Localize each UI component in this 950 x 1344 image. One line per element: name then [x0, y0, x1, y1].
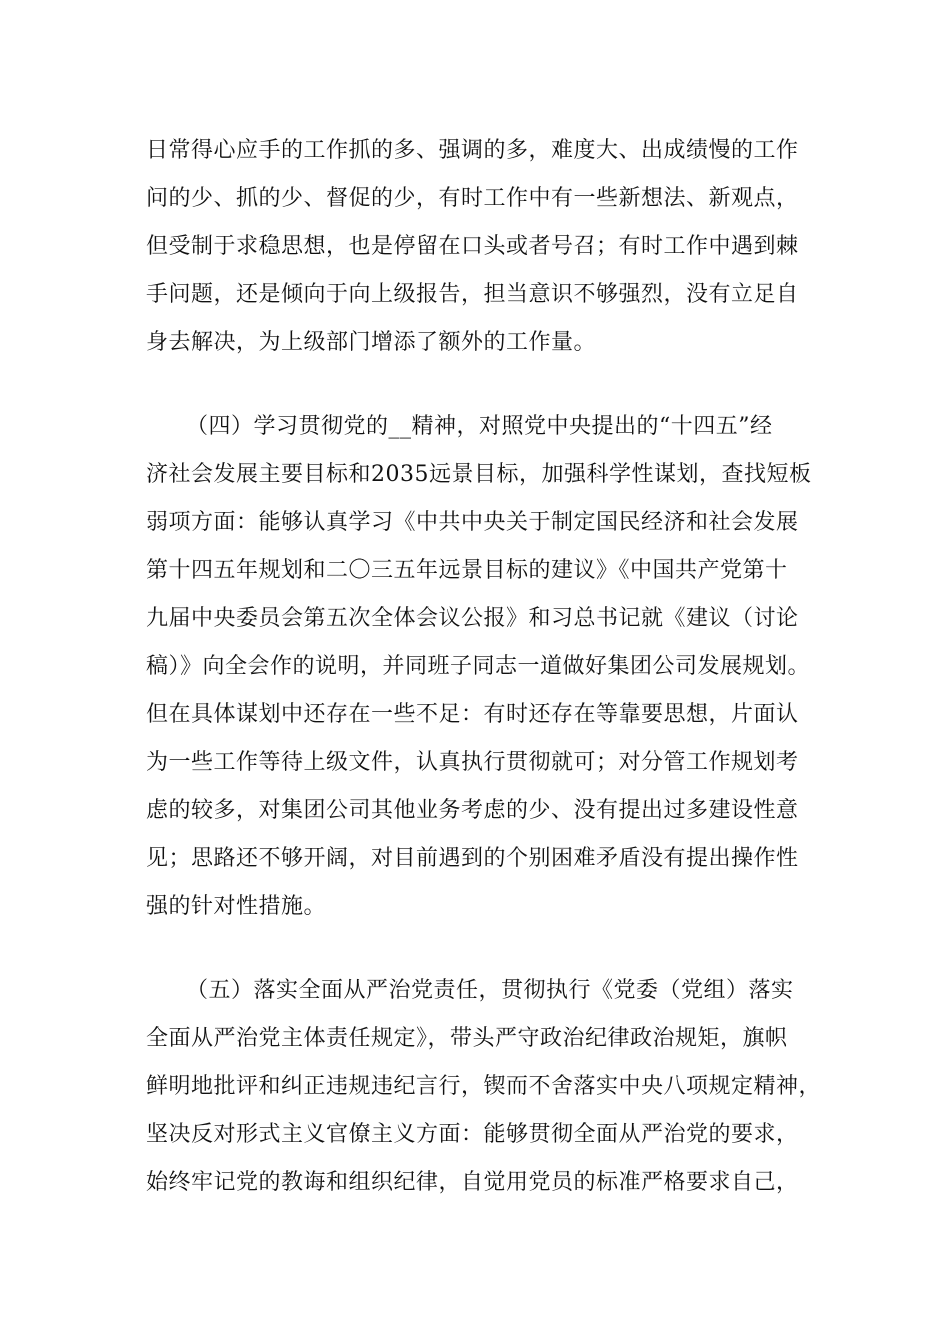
text-line: 鲜明地批评和纠正违规违纪言行，锲而不舍落实中央八项规定精神，	[146, 1074, 822, 1099]
text-line: 日常得心应手的工作抓的多、强调的多，难度大、出成绩慢的工作	[146, 138, 799, 163]
text-line: 第十四五年规划和二〇三五年远景目标的建议》《中国共产党第十	[146, 558, 788, 583]
text-line: 身去解决，为上级部门增添了额外的工作量。	[146, 330, 597, 355]
text-line: 九届中央委员会第五次全体会议公报》和习总书记就《建议（讨论	[146, 606, 799, 631]
text-line: 全面从严治党主体责任规定》，带头严守政治纪律政治规矩，旗帜	[146, 1026, 788, 1051]
text-line: 坚决反对形式主义官僚主义方面：能够贯彻全面从严治党的要求，	[146, 1122, 799, 1147]
text-line: 济社会发展主要目标和2035远景目标，加强科学性谋划，查找短板	[146, 462, 812, 487]
text-line: 见；思路还不够开阔，对目前遇到的个别困难矛盾没有提出操作性	[146, 846, 799, 871]
text-line: 问的少、抓的少、督促的少，有时工作中有一些新想法、新观点，	[146, 186, 799, 211]
section-heading-4: （四）学习贯彻党的__精神，对照党中央提出的“十四五”经	[186, 414, 773, 439]
text-line: 始终牢记党的教诲和组织纪律，自觉用党员的标准严格要求自己，	[146, 1170, 799, 1195]
text-line: 但在具体谋划中还存在一些不足：有时还存在等靠要思想，片面认	[146, 702, 799, 727]
text-line: 虑的较多，对集团公司其他业务考虑的少、没有提出过多建设性意	[146, 798, 799, 823]
text-line: 手问题，还是倾向于向上级报告，担当意识不够强烈，没有立足自	[146, 282, 799, 307]
text-line: 弱项方面：能够认真学习《中共中央关于制定国民经济和社会发展	[146, 510, 799, 535]
text-line: 强的针对性措施。	[146, 894, 327, 919]
text-line: 但受制于求稳思想，也是停留在口头或者号召；有时工作中遇到棘	[146, 234, 799, 259]
section-heading-5: （五）落实全面从严治党责任，贯彻执行《党委（党组）落实	[186, 978, 794, 1003]
text-line: 为一些工作等待上级文件，认真执行贯彻就可；对分管工作规划考	[146, 750, 799, 775]
text-line: 稿）》向全会作的说明，并同班子同志一道做好集团公司发展规划。	[146, 654, 811, 679]
